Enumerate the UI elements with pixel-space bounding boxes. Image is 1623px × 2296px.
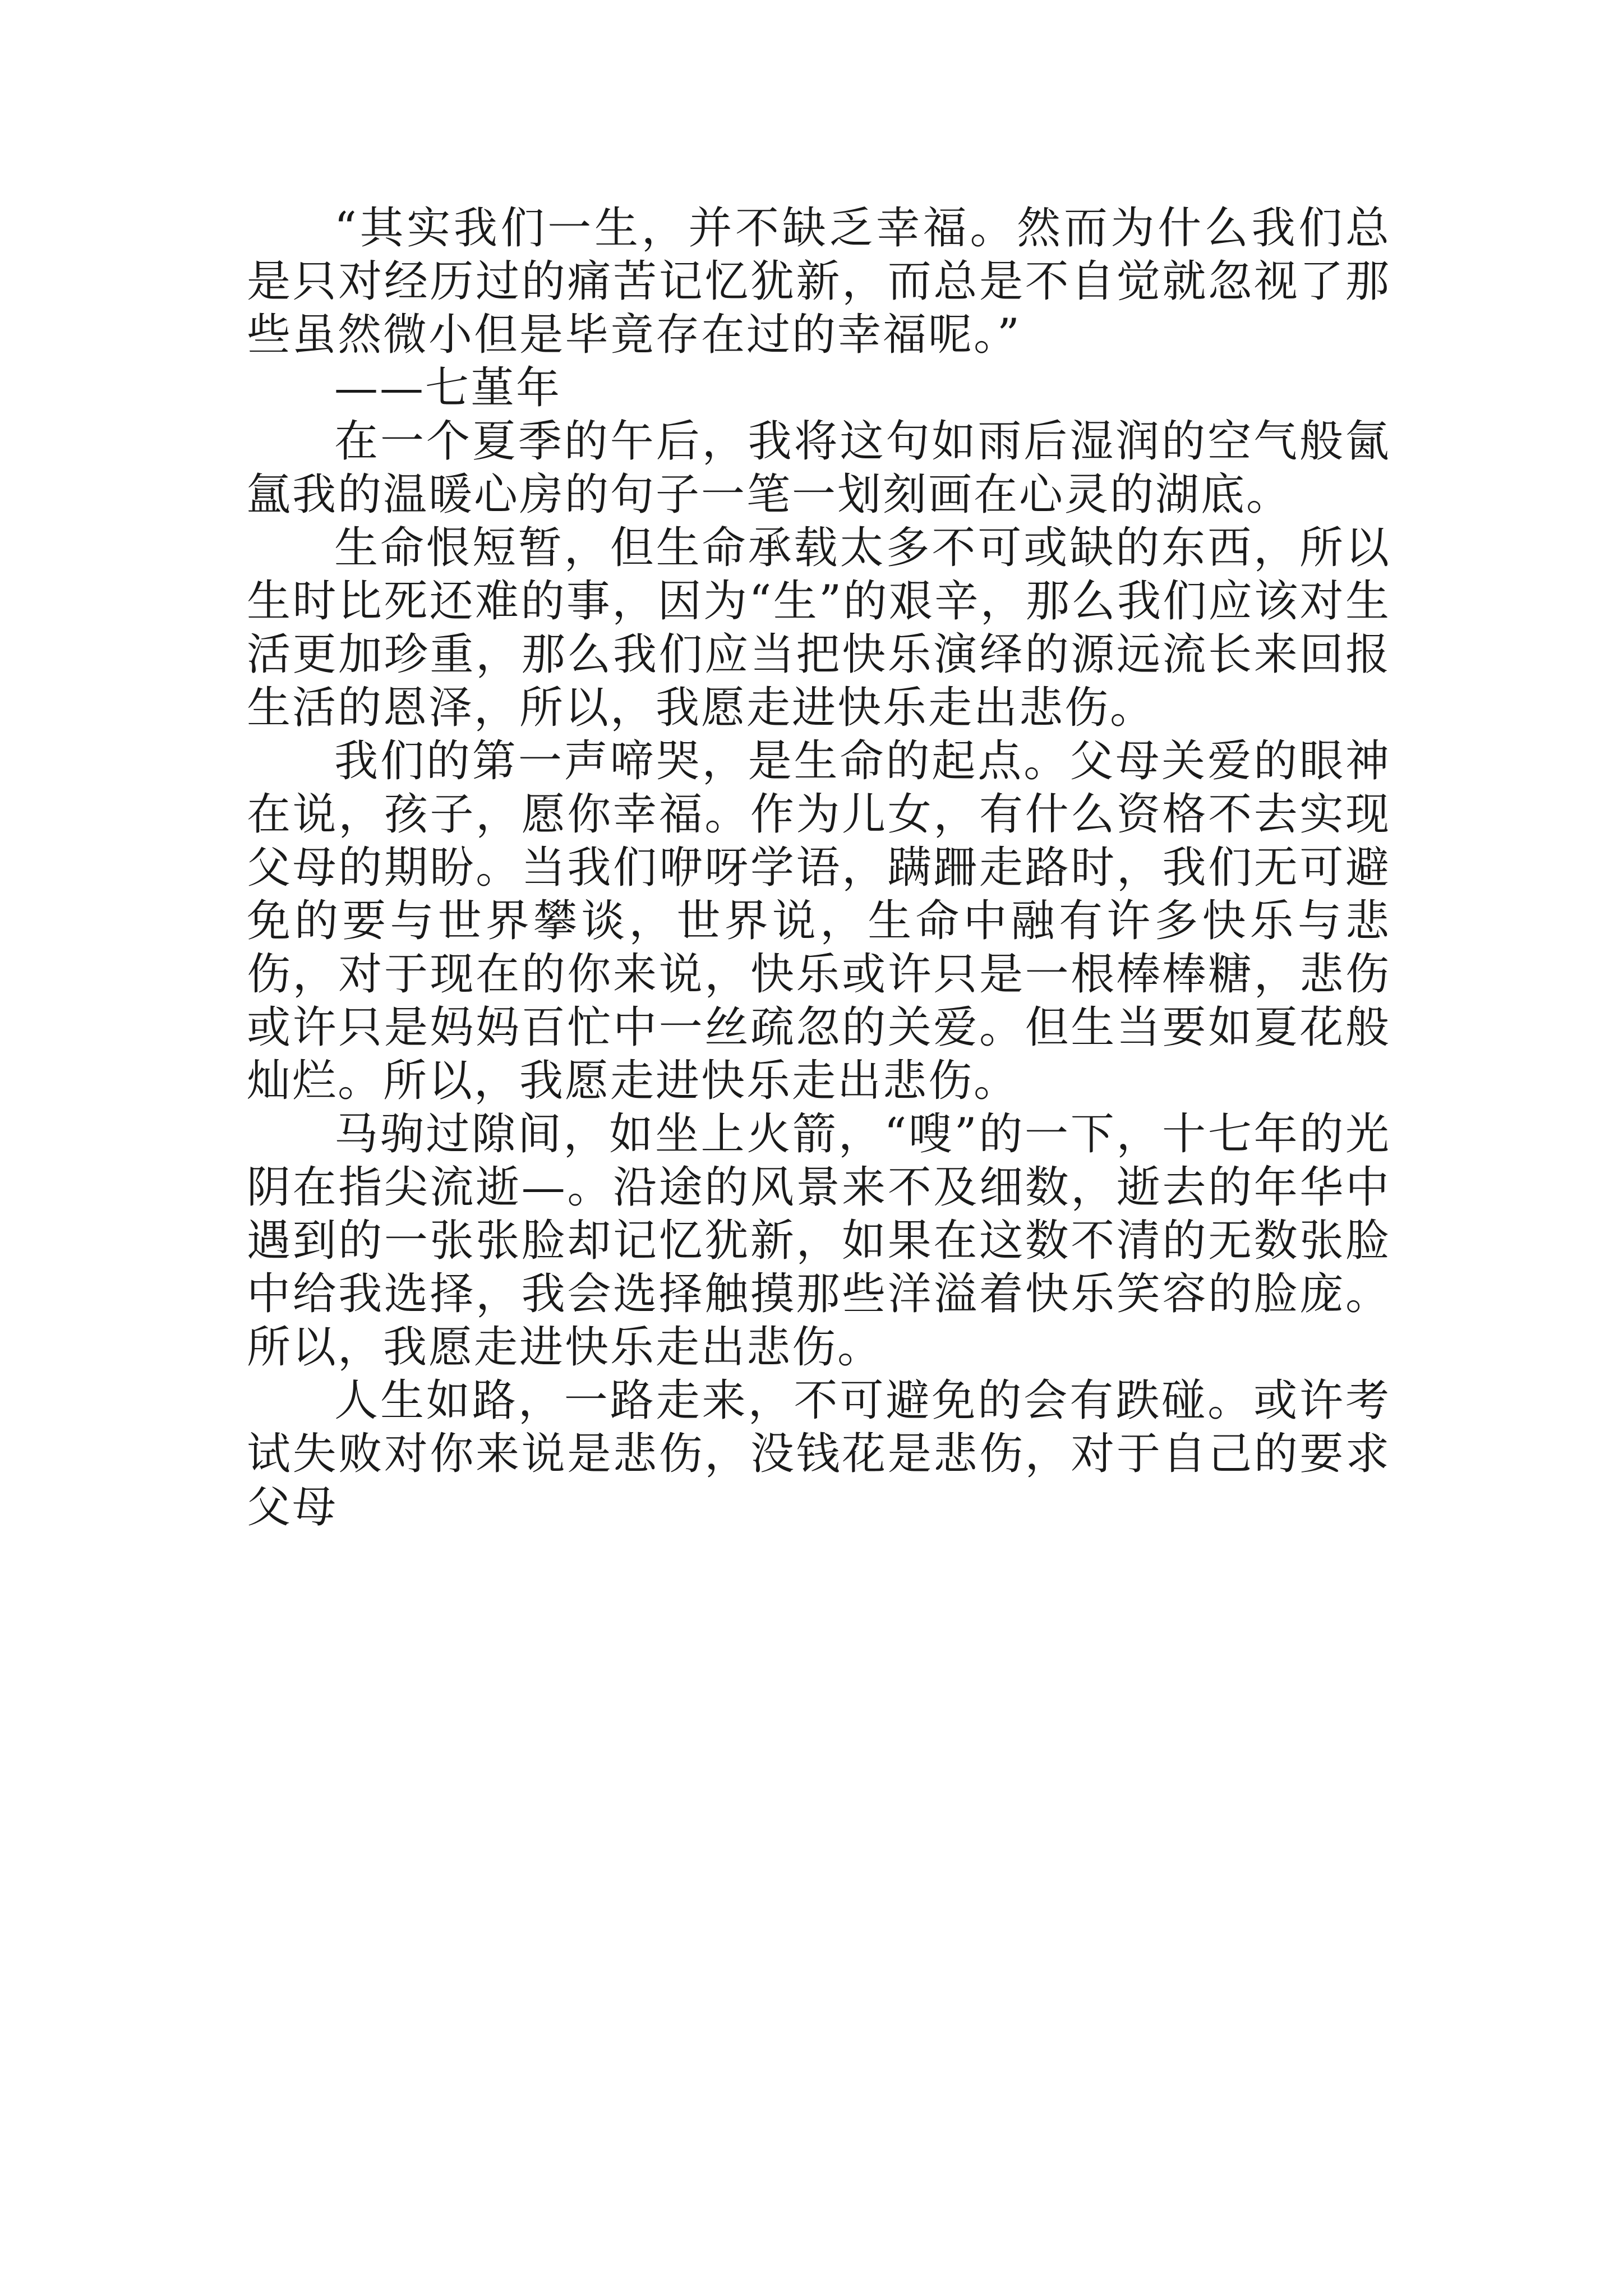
essay-body: [247, 202, 1391, 1534]
opening-quote: “其实我们一生，并不缺乏幸福。然而为什么我们总是只对经历过的痛苦记忆犹新，而总是不自觉就忽视了那些虽然微小但是毕竟存在过的幸福呢。”: [247, 203, 1391, 360]
paragraph-5: 人生如路，一路走来，不可避免的会有跌碰。或许考试失败对你来说是悲伤，没钱花是悲伤，对于自己的要求父母: [247, 1375, 1391, 1533]
quote-attribution: ——七堇年: [334, 363, 562, 413]
paragraph-2: 生命恨短暂，但生命承载太多不可或缺的东西，所以生时比死还难的事，因为“生”的艰辛，那么我们应该对生活更加珍重，那么我们应当把快乐演绎的源远流长来回报生活的恩泽，所以，我愿走进快乐走出悲伤。: [247, 523, 1391, 733]
paragraph-4: 马驹过隙间，如坐上火箭，“嗖”的一下，十七年的光阴在指尖流逝—。沿途的风景来不及细数，逝去的年华中遇到的一张张脸却记忆犹新，如果在这数不清的无数张脸中给我选择，我会选择触摸那些洋溢着快乐笑容的脸庞。所以，我愿走进快乐走出悲伤。: [247, 1109, 1391, 1373]
paragraph-3: 我们的第一声啼哭，是生命的起点。父母关爱的眼神在说，孩子，愿你幸福。作为儿女，有什么资格不去实现父母的期盼。当我们咿呀学语，蹒跚走路时，我们无可避免的要与世界攀谈，世界说，生命中融有许多快乐与悲伤，对于现在的你来说，快乐或许只是一根棒棒糖，悲伤或许只是妈妈百忙中一丝疏忽的关爱。但生当要如夏花般灿烂。所以，我愿走进快乐走出悲伤。: [247, 736, 1391, 1106]
paragraph-1: 在一个夏季的午后，我将这句如雨后湿润的空气般氤氲我的温暖心房的句子一笔一划刻画在心灵的湖底。: [247, 416, 1391, 520]
